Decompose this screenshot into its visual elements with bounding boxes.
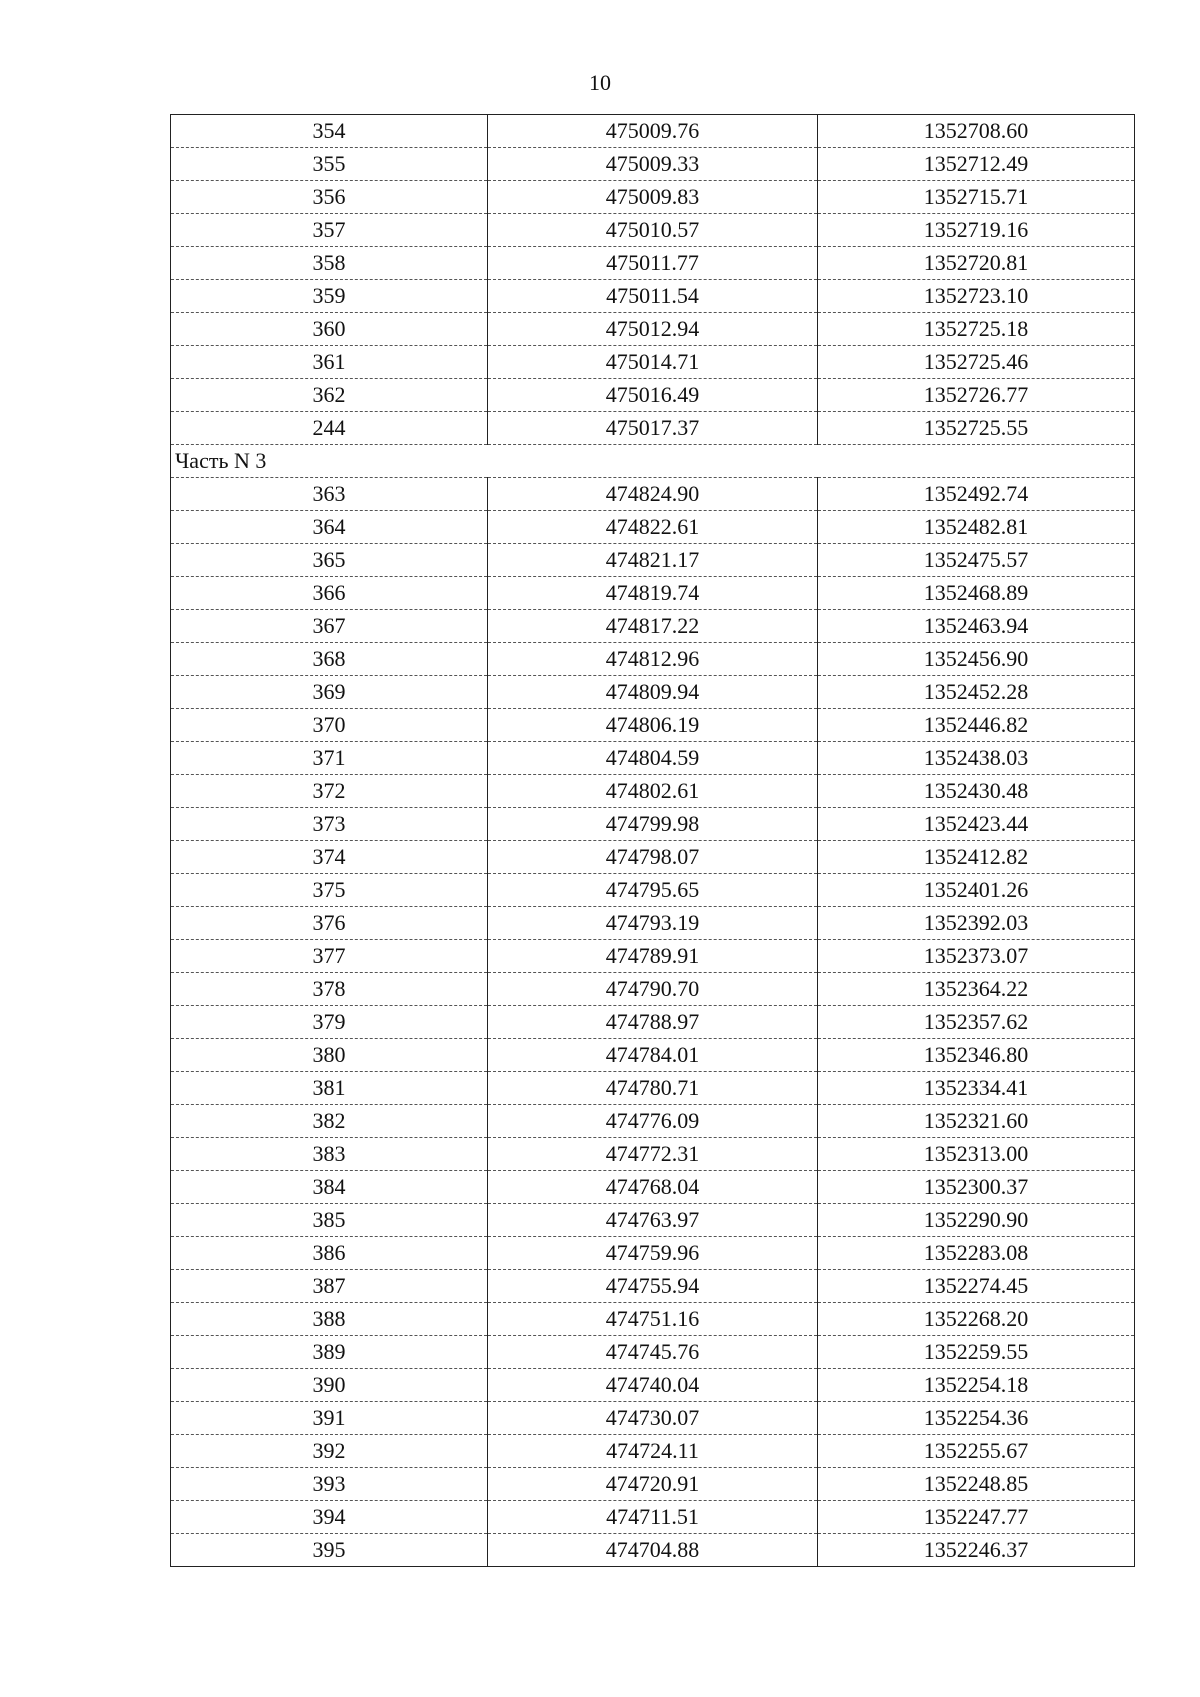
point-number-cell: 375 xyxy=(171,874,488,907)
point-number-cell: 392 xyxy=(171,1435,488,1468)
y-coordinate-cell: 1352283.08 xyxy=(818,1237,1135,1270)
point-number-cell: 385 xyxy=(171,1204,488,1237)
point-number-cell: 370 xyxy=(171,709,488,742)
x-coordinate-cell: 475009.83 xyxy=(488,181,818,214)
table-row xyxy=(171,709,1135,742)
x-coordinate-cell: 474720.91 xyxy=(488,1468,818,1501)
x-coordinate-cell: 474780.71 xyxy=(488,1072,818,1105)
table-row xyxy=(171,214,1135,247)
point-number-cell: 388 xyxy=(171,1303,488,1336)
x-coordinate-cell: 474798.07 xyxy=(488,841,818,874)
x-coordinate-cell: 475017.37 xyxy=(488,412,818,445)
x-coordinate-cell: 475014.71 xyxy=(488,346,818,379)
y-coordinate-cell: 1352719.16 xyxy=(818,214,1135,247)
x-coordinate-cell: 474806.19 xyxy=(488,709,818,742)
point-number-cell: 363 xyxy=(171,478,488,511)
y-coordinate-cell: 1352423.44 xyxy=(818,808,1135,841)
x-coordinate-cell: 474740.04 xyxy=(488,1369,818,1402)
x-coordinate-cell: 474759.96 xyxy=(488,1237,818,1270)
coordinates-table xyxy=(170,114,1135,1567)
table-row xyxy=(171,1105,1135,1138)
table-row xyxy=(171,115,1135,148)
table-row xyxy=(171,1270,1135,1303)
table-row xyxy=(171,379,1135,412)
point-number-cell: 365 xyxy=(171,544,488,577)
x-coordinate-cell: 474730.07 xyxy=(488,1402,818,1435)
table-row xyxy=(171,478,1135,511)
table-row xyxy=(171,643,1135,676)
table-row xyxy=(171,940,1135,973)
x-coordinate-cell: 474819.74 xyxy=(488,577,818,610)
table-row xyxy=(171,1402,1135,1435)
x-coordinate-cell: 474789.91 xyxy=(488,940,818,973)
y-coordinate-cell: 1352463.94 xyxy=(818,610,1135,643)
y-coordinate-cell: 1352321.60 xyxy=(818,1105,1135,1138)
x-coordinate-cell: 474755.94 xyxy=(488,1270,818,1303)
table-row xyxy=(171,907,1135,940)
point-number-cell: 354 xyxy=(171,115,488,148)
x-coordinate-cell: 474768.04 xyxy=(488,1171,818,1204)
y-coordinate-cell: 1352373.07 xyxy=(818,940,1135,973)
y-coordinate-cell: 1352290.90 xyxy=(818,1204,1135,1237)
y-coordinate-cell: 1352300.37 xyxy=(818,1171,1135,1204)
table-row xyxy=(171,1534,1135,1567)
x-coordinate-cell: 474772.31 xyxy=(488,1138,818,1171)
y-coordinate-cell: 1352313.00 xyxy=(818,1138,1135,1171)
x-coordinate-cell: 474788.97 xyxy=(488,1006,818,1039)
y-coordinate-cell: 1352255.67 xyxy=(818,1435,1135,1468)
x-coordinate-cell: 474745.76 xyxy=(488,1336,818,1369)
table-row xyxy=(171,1369,1135,1402)
x-coordinate-cell: 474776.09 xyxy=(488,1105,818,1138)
table-row xyxy=(171,1435,1135,1468)
y-coordinate-cell: 1352248.85 xyxy=(818,1468,1135,1501)
point-number-cell: 362 xyxy=(171,379,488,412)
y-coordinate-cell: 1352712.49 xyxy=(818,148,1135,181)
point-number-cell: 383 xyxy=(171,1138,488,1171)
x-coordinate-cell: 475009.33 xyxy=(488,148,818,181)
table-row xyxy=(171,742,1135,775)
table-row xyxy=(171,1072,1135,1105)
x-coordinate-cell: 475011.54 xyxy=(488,280,818,313)
point-number-cell: 395 xyxy=(171,1534,488,1567)
x-coordinate-cell: 474799.98 xyxy=(488,808,818,841)
x-coordinate-cell: 474784.01 xyxy=(488,1039,818,1072)
x-coordinate-cell: 474793.19 xyxy=(488,907,818,940)
point-number-cell: 390 xyxy=(171,1369,488,1402)
x-coordinate-cell: 475009.76 xyxy=(488,115,818,148)
table-row xyxy=(171,577,1135,610)
point-number-cell: 393 xyxy=(171,1468,488,1501)
x-coordinate-cell: 474824.90 xyxy=(488,478,818,511)
point-number-cell: 391 xyxy=(171,1402,488,1435)
point-number-cell: 382 xyxy=(171,1105,488,1138)
y-coordinate-cell: 1352723.10 xyxy=(818,280,1135,313)
y-coordinate-cell: 1352254.36 xyxy=(818,1402,1135,1435)
table-row xyxy=(171,1336,1135,1369)
y-coordinate-cell: 1352475.57 xyxy=(818,544,1135,577)
x-coordinate-cell: 475011.77 xyxy=(488,247,818,280)
point-number-cell: 367 xyxy=(171,610,488,643)
x-coordinate-cell: 474817.22 xyxy=(488,610,818,643)
section-label: Часть N 3 xyxy=(171,445,1135,478)
y-coordinate-cell: 1352726.77 xyxy=(818,379,1135,412)
x-coordinate-cell: 474704.88 xyxy=(488,1534,818,1567)
table-row xyxy=(171,1204,1135,1237)
x-coordinate-cell: 474802.61 xyxy=(488,775,818,808)
y-coordinate-cell: 1352725.46 xyxy=(818,346,1135,379)
point-number-cell: 361 xyxy=(171,346,488,379)
point-number-cell: 381 xyxy=(171,1072,488,1105)
y-coordinate-cell: 1352259.55 xyxy=(818,1336,1135,1369)
point-number-cell: 373 xyxy=(171,808,488,841)
point-number-cell: 372 xyxy=(171,775,488,808)
y-coordinate-cell: 1352357.62 xyxy=(818,1006,1135,1039)
y-coordinate-cell: 1352708.60 xyxy=(818,115,1135,148)
point-number-cell: 374 xyxy=(171,841,488,874)
y-coordinate-cell: 1352725.55 xyxy=(818,412,1135,445)
point-number-cell: 357 xyxy=(171,214,488,247)
x-coordinate-cell: 474795.65 xyxy=(488,874,818,907)
page-number: 10 xyxy=(589,70,611,95)
table-row xyxy=(171,1501,1135,1534)
y-coordinate-cell: 1352412.82 xyxy=(818,841,1135,874)
x-coordinate-cell: 475012.94 xyxy=(488,313,818,346)
table-row xyxy=(171,676,1135,709)
table-row xyxy=(171,1468,1135,1501)
table-row xyxy=(171,412,1135,445)
point-number-cell: 359 xyxy=(171,280,488,313)
y-coordinate-cell: 1352492.74 xyxy=(818,478,1135,511)
x-coordinate-cell: 474790.70 xyxy=(488,973,818,1006)
point-number-cell: 380 xyxy=(171,1039,488,1072)
y-coordinate-cell: 1352334.41 xyxy=(818,1072,1135,1105)
y-coordinate-cell: 1352247.77 xyxy=(818,1501,1135,1534)
y-coordinate-cell: 1352456.90 xyxy=(818,643,1135,676)
y-coordinate-cell: 1352468.89 xyxy=(818,577,1135,610)
y-coordinate-cell: 1352725.18 xyxy=(818,313,1135,346)
point-number-cell: 376 xyxy=(171,907,488,940)
y-coordinate-cell: 1352401.26 xyxy=(818,874,1135,907)
y-coordinate-cell: 1352364.22 xyxy=(818,973,1135,1006)
table-row xyxy=(171,313,1135,346)
x-coordinate-cell: 474763.97 xyxy=(488,1204,818,1237)
y-coordinate-cell: 1352438.03 xyxy=(818,742,1135,775)
table-row xyxy=(171,808,1135,841)
table-row xyxy=(171,247,1135,280)
coordinates-table-body xyxy=(171,115,1135,1567)
table-row xyxy=(171,874,1135,907)
y-coordinate-cell: 1352268.20 xyxy=(818,1303,1135,1336)
point-number-cell: 355 xyxy=(171,148,488,181)
y-coordinate-cell: 1352446.82 xyxy=(818,709,1135,742)
y-coordinate-cell: 1352482.81 xyxy=(818,511,1135,544)
x-coordinate-cell: 474724.11 xyxy=(488,1435,818,1468)
x-coordinate-cell: 474821.17 xyxy=(488,544,818,577)
table-row xyxy=(171,1171,1135,1204)
point-number-cell: 356 xyxy=(171,181,488,214)
point-number-cell: 377 xyxy=(171,940,488,973)
point-number-cell: 366 xyxy=(171,577,488,610)
section-row xyxy=(171,445,1135,478)
point-number-cell: 378 xyxy=(171,973,488,1006)
point-number-cell: 364 xyxy=(171,511,488,544)
table-row xyxy=(171,1039,1135,1072)
x-coordinate-cell: 475010.57 xyxy=(488,214,818,247)
table-row xyxy=(171,280,1135,313)
y-coordinate-cell: 1352430.48 xyxy=(818,775,1135,808)
table-row xyxy=(171,973,1135,1006)
y-coordinate-cell: 1352392.03 xyxy=(818,907,1135,940)
table-row xyxy=(171,1303,1135,1336)
x-coordinate-cell: 474751.16 xyxy=(488,1303,818,1336)
y-coordinate-cell: 1352274.45 xyxy=(818,1270,1135,1303)
y-coordinate-cell: 1352254.18 xyxy=(818,1369,1135,1402)
point-number-cell: 379 xyxy=(171,1006,488,1039)
table-row xyxy=(171,775,1135,808)
table-row xyxy=(171,181,1135,214)
table-row xyxy=(171,148,1135,181)
point-number-cell: 384 xyxy=(171,1171,488,1204)
y-coordinate-cell: 1352246.37 xyxy=(818,1534,1135,1567)
point-number-cell: 358 xyxy=(171,247,488,280)
table-row xyxy=(171,610,1135,643)
y-coordinate-cell: 1352720.81 xyxy=(818,247,1135,280)
x-coordinate-cell: 474804.59 xyxy=(488,742,818,775)
y-coordinate-cell: 1352452.28 xyxy=(818,676,1135,709)
point-number-cell: 369 xyxy=(171,676,488,709)
x-coordinate-cell: 474812.96 xyxy=(488,643,818,676)
point-number-cell: 389 xyxy=(171,1336,488,1369)
table-row xyxy=(171,1138,1135,1171)
point-number-cell: 244 xyxy=(171,412,488,445)
table-row xyxy=(171,511,1135,544)
table-row xyxy=(171,544,1135,577)
point-number-cell: 394 xyxy=(171,1501,488,1534)
point-number-cell: 368 xyxy=(171,643,488,676)
point-number-cell: 371 xyxy=(171,742,488,775)
x-coordinate-cell: 474822.61 xyxy=(488,511,818,544)
point-number-cell: 386 xyxy=(171,1237,488,1270)
x-coordinate-cell: 474711.51 xyxy=(488,1501,818,1534)
table-row xyxy=(171,841,1135,874)
table-row xyxy=(171,1237,1135,1270)
x-coordinate-cell: 475016.49 xyxy=(488,379,818,412)
table-row xyxy=(171,1006,1135,1039)
point-number-cell: 387 xyxy=(171,1270,488,1303)
point-number-cell: 360 xyxy=(171,313,488,346)
y-coordinate-cell: 1352715.71 xyxy=(818,181,1135,214)
y-coordinate-cell: 1352346.80 xyxy=(818,1039,1135,1072)
x-coordinate-cell: 474809.94 xyxy=(488,676,818,709)
table-row xyxy=(171,346,1135,379)
